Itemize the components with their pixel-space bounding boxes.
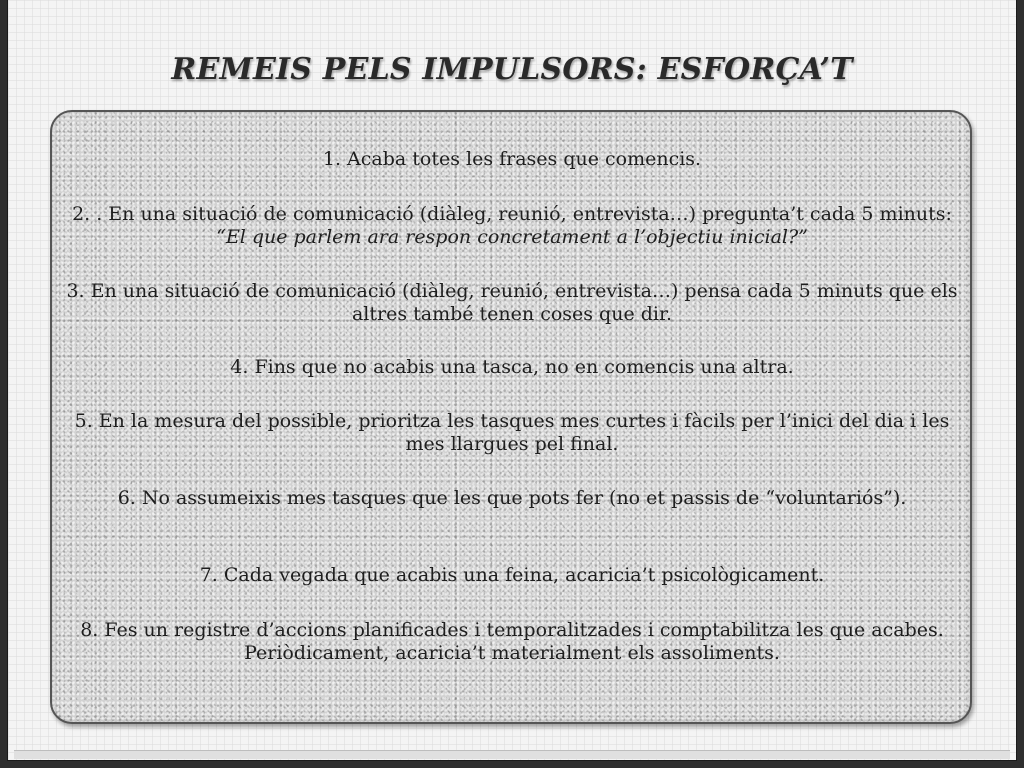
list-item bbox=[66, 564, 958, 587]
item-text: . En una situació de comunicació (diàleg, reunió, entrevista…) pregunta’t cada 5 minuts: bbox=[96, 203, 952, 225]
item-text: En la mesura del possible, prioritza les tasques mes curtes i fàcils per l’inici del dia i les mes llargues pel final. bbox=[98, 410, 950, 455]
list-item bbox=[66, 148, 958, 171]
item-number: 3. bbox=[66, 280, 85, 302]
list-item bbox=[66, 203, 958, 249]
item-number: 6. bbox=[117, 487, 136, 509]
item-text: Acaba totes les frases que comencis. bbox=[347, 148, 702, 170]
item-quote: “El que parlem ara respon concretament a l’objectiu inicial?” bbox=[216, 226, 808, 248]
list-item bbox=[66, 356, 958, 379]
item-number: 2. bbox=[72, 203, 91, 225]
list-item bbox=[66, 619, 958, 665]
item-text: No assumeixis mes tasques que les que pots fer (no et passis de “voluntariós”). bbox=[141, 487, 907, 509]
item-number: 5. bbox=[74, 410, 93, 432]
list-item bbox=[66, 487, 958, 510]
list-item bbox=[66, 280, 958, 326]
item-text: En una situació de comunicació (diàleg, reunió, entrevista…) pensa cada 5 minuts que els altres també tenen coses que dir. bbox=[90, 280, 958, 325]
item-number: 1. bbox=[322, 148, 342, 170]
slide-bottom-edge bbox=[14, 750, 1010, 759]
item-number: 8. bbox=[80, 619, 99, 641]
item-text: Fes un registre d’accions planificades i temporalitzades i comptabilitza les que acabes. Periòdicament, acaricia’t materialment els assoliments. bbox=[104, 619, 944, 664]
item-number: 7. bbox=[199, 564, 218, 586]
item-text: Fins que no acabis una tasca, no en comencis una altra. bbox=[254, 356, 794, 378]
slide-title: REMEIS PELS IMPULSORS: ESFORÇA’T bbox=[171, 52, 853, 87]
item-text: Cada vegada que acabis una feina, acaricia’t psicològicament. bbox=[223, 564, 825, 586]
list-item bbox=[66, 410, 958, 456]
item-number: 4. bbox=[230, 356, 249, 378]
